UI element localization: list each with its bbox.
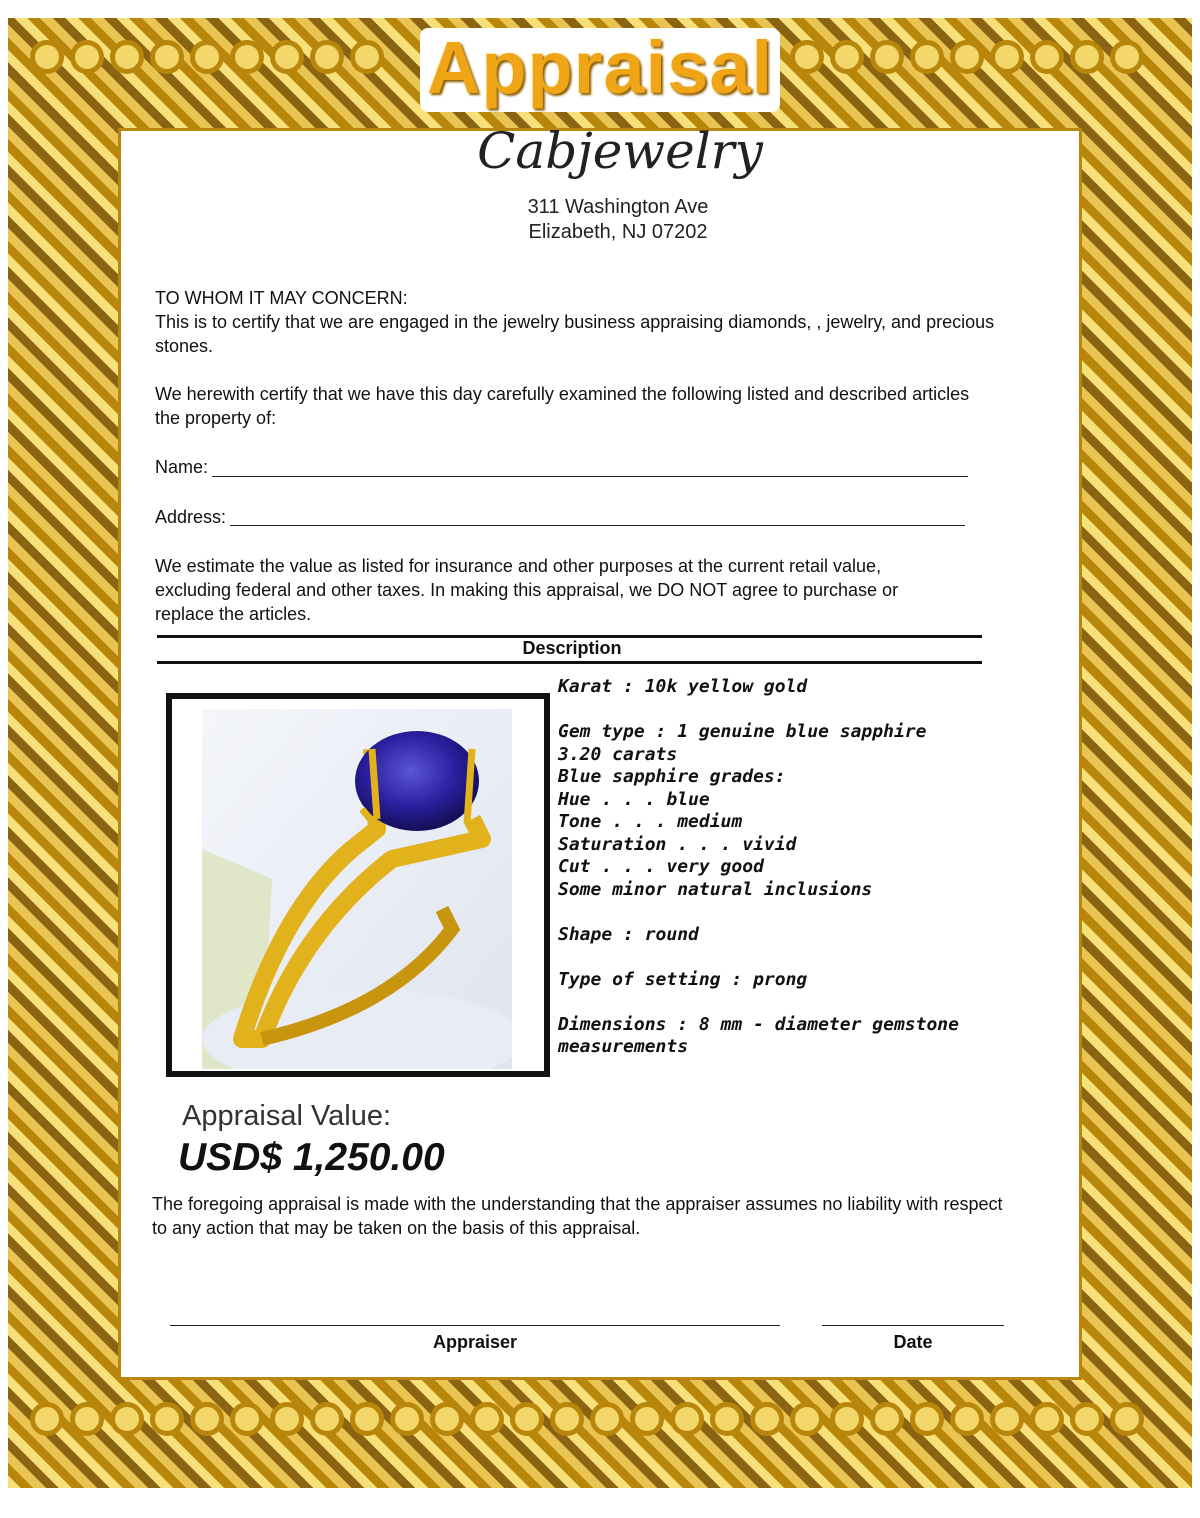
spec-line: Some minor natural inclusions	[558, 878, 873, 900]
appraiser-signature-line[interactable]	[170, 1325, 780, 1326]
certify-paragraph: This is to certify that we are engaged in the jewelry business appraising diamonds, , jewelry, and precious stones.	[155, 312, 995, 356]
address-label: Address:	[155, 507, 227, 527]
spec-line: Tone . . . medium	[558, 811, 743, 832]
spec-line	[558, 991, 1038, 1014]
examined-paragraph: We herewith certify that we have this day carefully examined the following listed and described articles the property of:	[155, 384, 970, 428]
name-label: Name:	[155, 457, 209, 477]
spec-line: Karat : 10k yellow gold	[558, 676, 808, 697]
spec-line	[558, 946, 1038, 969]
spec-line: Shape : round	[558, 923, 699, 945]
name-field-line[interactable]	[212, 476, 968, 477]
spec-line	[558, 901, 1038, 924]
date-signature-line[interactable]	[822, 1325, 1004, 1326]
brand-logo-text: Cabjewelry	[477, 122, 763, 180]
date-label: Date	[893, 1332, 933, 1352]
spec-line: measurements	[558, 1036, 689, 1057]
appraisal-value-amount: USD$ 1,250.00	[178, 1136, 445, 1179]
spec-line: Saturation . . . vivid	[558, 833, 797, 855]
spec-line: Dimensions : 8 mm - diameter gemstone	[558, 1013, 959, 1035]
spec-line: 3.20 carats	[558, 743, 678, 765]
address-field-line[interactable]	[230, 525, 965, 526]
spec-line: Cut . . . very good	[558, 856, 764, 877]
spec-line: Blue sapphire grades:	[558, 766, 786, 787]
spec-line: Gem type : 1 genuine blue sapphire	[558, 721, 927, 742]
spec-line	[558, 699, 1038, 722]
address-line-2: Elizabeth, NJ 07202	[528, 221, 708, 243]
appraiser-label: Appraiser	[432, 1332, 518, 1352]
description-bottom-rule	[157, 661, 982, 664]
description-heading: Description	[522, 638, 622, 658]
gem-specifications	[558, 676, 1038, 1059]
page-title: Appraisal	[426, 26, 774, 109]
ring-photo	[166, 693, 550, 1077]
spec-line: Type of setting : prong	[558, 968, 808, 990]
appraisal-value-label: Appraisal Value:	[182, 1100, 392, 1132]
salutation: TO WHOM IT MAY CONCERN:	[155, 288, 408, 308]
spec-line: Hue . . . blue	[558, 788, 710, 810]
address-line-1: 311 Washington Ave	[527, 196, 709, 218]
frame-scrollwork-bottom	[30, 1402, 1144, 1436]
estimate-paragraph: We estimate the value as listed for insurance and other purposes at the current retail value, excluding federal and other taxes. In making this appraisal, we DO NOT agree to purchase or replace the articles.	[155, 556, 899, 624]
sapphire-ring-image	[202, 709, 512, 1069]
liability-disclaimer: The foregoing appraisal is made with the understanding that the appraiser assumes no liability with respect to any action that may be taken on the basis of this appraisal.	[152, 1194, 1003, 1238]
